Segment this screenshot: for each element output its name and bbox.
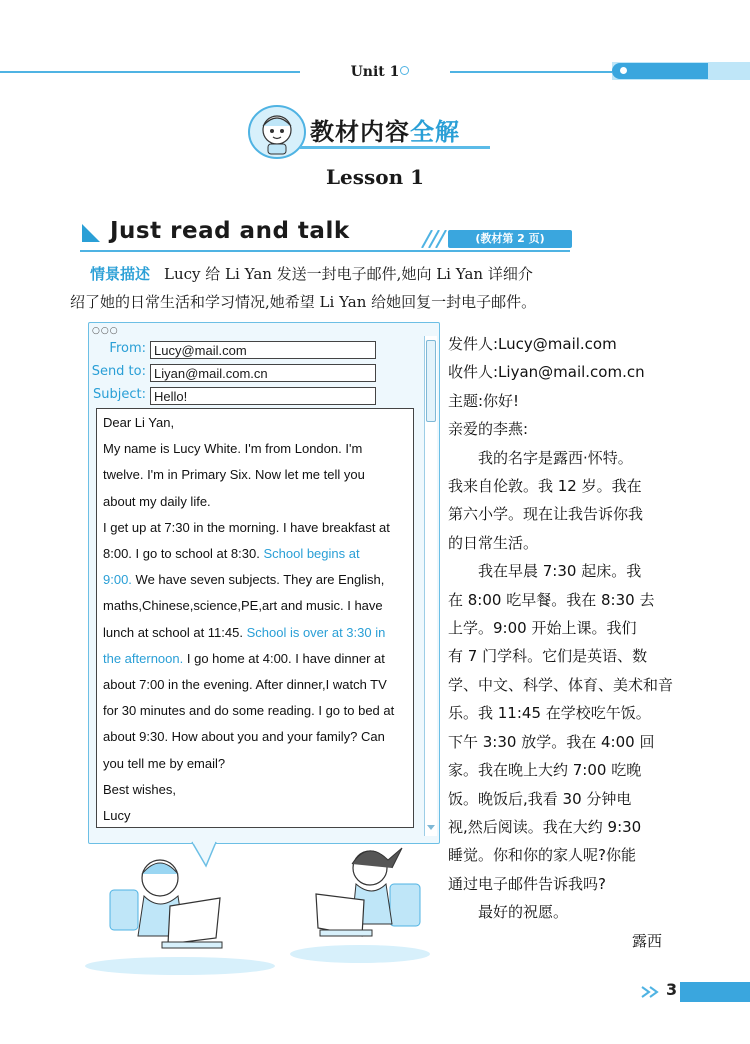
letter-line: about 7:00 in the evening. After dinner,I watch TV — [103, 677, 387, 693]
page-number: 3 — [666, 980, 678, 999]
letter-line: Best wishes, — [103, 781, 176, 797]
letter-line — [103, 541, 411, 567]
translation-line: 我在早晨 7:30 起床。我 — [478, 562, 642, 581]
letter-line: Lucy — [103, 808, 131, 824]
subject-field[interactable]: Hello! — [150, 387, 376, 405]
letter-line: you tell me by email? — [103, 755, 226, 771]
scene-description — [70, 260, 650, 316]
letter-line — [103, 567, 411, 593]
section-stripes-icon — [420, 230, 450, 248]
footer-bar — [680, 982, 750, 1002]
letter-text: 8:00. I go to school at 8:30. — [103, 546, 260, 562]
letter-text: We have seven subjects. They are English, — [135, 572, 385, 588]
translation-panel — [448, 330, 680, 955]
translation-line: 乐。我 11:45 在学校吃午饭。 — [448, 704, 651, 723]
translation-line: 的日常生活。 — [448, 533, 539, 552]
letter-highlight: the afternoon. — [103, 650, 184, 666]
translation-line: 家。我在晚上大约 7:00 吃晚 — [448, 761, 642, 780]
translation-line: 下午 3:30 放学。我在 4:00 回 — [448, 732, 655, 751]
translation-line: 有 7 门学科。它们是英语、数 — [448, 647, 648, 666]
scrollbar-thumb[interactable] — [426, 340, 436, 422]
email-body — [103, 410, 411, 829]
section-triangle-icon — [80, 222, 102, 244]
window-controls-icon: ○○○ — [92, 326, 119, 336]
translation-line: 最好的祝愿。 — [478, 903, 569, 922]
letter-line: Dear Li Yan, — [103, 415, 175, 430]
header-pill-dot — [620, 67, 627, 74]
letter-line — [103, 620, 411, 646]
header-circle-right — [400, 66, 409, 75]
send-to-field[interactable]: Liyan@mail.com.cn — [150, 364, 376, 382]
translation-line: 我来自伦敦。我 12 岁。我在 — [448, 477, 642, 496]
intro-line-2: 绍了她的日常生活和学习情况,她希望 Li Yan 给她回复一封电子邮件。 — [70, 293, 537, 311]
scene-label: 情景描述 — [90, 265, 151, 283]
translation-line: 视,然后阅读。我在大约 9:30 — [448, 817, 642, 836]
footer-chevron-icon — [640, 985, 664, 999]
letter-line: about my daily life. — [103, 493, 211, 509]
textbook-page-tag: (教材第 2 页) — [448, 230, 572, 248]
translation-line: 学、中文、科学、体育、美术和音 — [448, 675, 674, 694]
translation-line: 在 8:00 吃早餐。我在 8:30 去 — [448, 590, 655, 609]
translation-line: 亲爱的李燕: — [448, 420, 529, 439]
letter-line — [103, 646, 411, 672]
letter-highlight: 9:00. — [103, 572, 132, 588]
translation-to: 收件人:Liyan@mail.com.cn — [448, 363, 645, 382]
letter-line: My name is Lucy White. I'm from London. I'm — [103, 441, 363, 457]
letter-highlight: School is over at 3:30 in — [246, 624, 386, 640]
lesson-heading: Lesson 1 — [325, 165, 425, 189]
from-field[interactable]: Lucy@mail.com — [150, 341, 376, 359]
translation-from: 发件人:Lucy@mail.com — [448, 335, 617, 353]
letter-line: twelve. I'm in Primary Six. Now let me tell you — [103, 467, 365, 483]
title-main: 教材内容 — [310, 118, 410, 146]
translation-line: 上学。9:00 开始上课。我们 — [448, 619, 637, 638]
translation-line: 饭。晚饭后,我看 30 分钟电 — [448, 789, 632, 808]
section-rule — [80, 250, 570, 252]
letter-highlight: School begins at — [263, 546, 360, 562]
letter-text: I go home at 4:00. I have dinner at — [186, 650, 385, 666]
unit-label: Unit 1 — [300, 62, 450, 82]
illustration-kids-computers — [80, 826, 440, 976]
translation-line: 通过电子邮件告诉我吗? — [448, 874, 606, 893]
section-title: Just read and talk — [110, 218, 350, 244]
letter-text: lunch at school at 11:45. — [103, 624, 243, 640]
translation-line: 第六小学。现在让我告诉你我 — [448, 505, 644, 524]
title-accent: 全解 — [410, 118, 460, 146]
translation-signature: 露西 — [631, 931, 662, 950]
subject-label: Subject: — [93, 387, 146, 402]
letter-line: for 30 minutes and do some reading. I go to bed at — [103, 703, 395, 719]
translation-line: 我的名字是露西·怀特。 — [478, 448, 633, 467]
from-label: From: — [109, 341, 146, 356]
send-to-label: Send to: — [91, 364, 146, 379]
letter-line: I get up at 7:30 in the morning. I have breakfast at — [103, 519, 390, 535]
letter-line: about 9:30. How about you and your family? Can — [103, 729, 385, 745]
intro-line-1: Lucy 给 Li Yan 发送一封电子邮件,她向 Li Yan 详细介 — [164, 265, 533, 283]
letter-line: maths,Chinese,science,PE,art and music. I have — [103, 598, 383, 614]
page-title — [310, 112, 460, 147]
translation-subject: 主题:你好! — [448, 391, 520, 410]
translation-line: 睡觉。你和你的家人呢?你能 — [448, 846, 636, 865]
